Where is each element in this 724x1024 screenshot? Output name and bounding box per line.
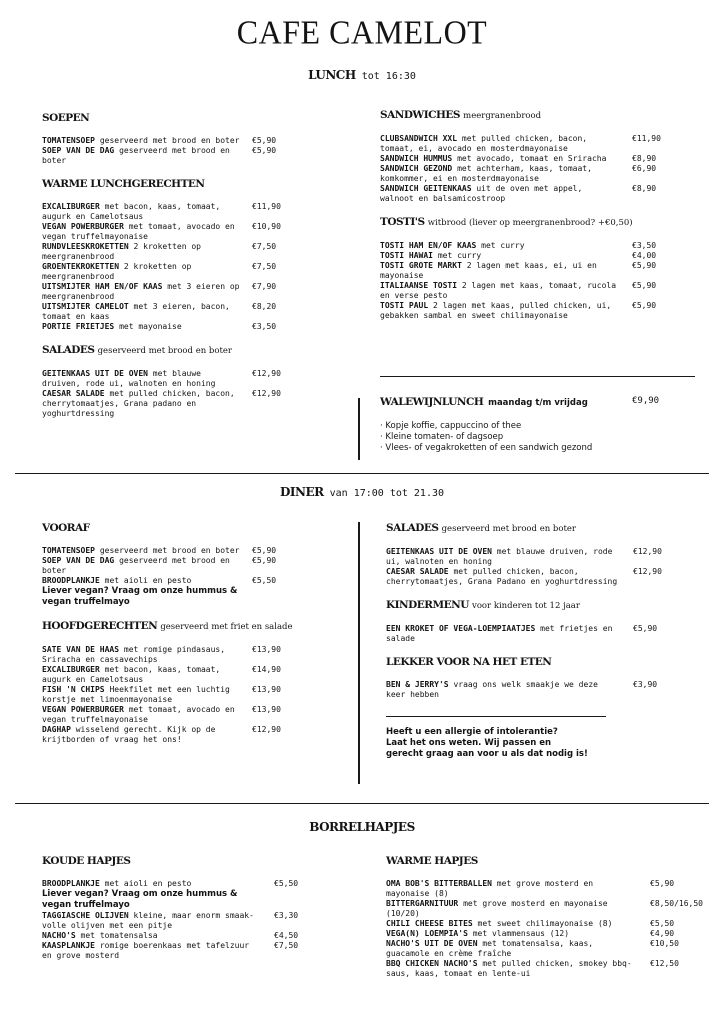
menu-item: BITTERGARNITUUR met grove mosterd en mayonaise (10/20) €8,50/16,50 — [386, 899, 703, 918]
diner-right-column — [386, 522, 691, 760]
lunch-heading — [0, 70, 724, 82]
divider — [380, 376, 695, 377]
walewijn-block — [380, 396, 690, 454]
divider — [386, 716, 606, 717]
menu-item: TOMATENSOEP geserveerd met brood en boter €5,90 — [42, 546, 277, 555]
menu-item: BBQ CHICKEN NACHO'S met pulled chicken, smokey bbq-saus, kaas, tomaat en lente-ui €12,50 — [386, 959, 679, 978]
section-title: VOORAF — [42, 522, 90, 534]
menu-item: CAESAR SALADE met pulled chicken, bacon, cherrytomaatjes, Grana Padano en yoghurtdressing €12,90 — [386, 567, 662, 586]
menu-item: CLUBSANDWICH XXL met pulled chicken, bacon, tomaat, ei, avocado en mosterdmayonaise €11,90 — [380, 134, 661, 153]
menu-item: VEGAN POWERBURGER met tomaat, avocado en vegan truffelmayonaise €13,90 — [42, 705, 281, 724]
walewijn-header: WALEWIJNLUNCH maandag t/m vrijdag €9,90 — [380, 396, 660, 408]
menu-item: RUNDVLEESKROKETTEN 2 kroketten op meergranenbrood €7,50 — [42, 242, 277, 261]
walewijn-line: · Kleine tomaten- of dagsoep — [380, 432, 504, 442]
menu-item: SOEP VAN DE DAG geserveerd met brood en boter €5,90 — [42, 146, 277, 165]
menu-item: TAGGIASCHE OLIJVEN kleine, maar enorm smaak-volle olijven met een pitje €3,30 — [42, 911, 299, 930]
warme-hapjes-column — [386, 855, 708, 979]
menu-item: PORTIE FRIETJES met mayonaise €3,50 — [42, 322, 277, 331]
menu-item: OMA BOB'S BITTERBALLEN met grove mosterd en mayonaise (8) €5,90 — [386, 879, 675, 898]
menu-item: SANDWICH GEITENKAAS uit de oven met appel, walnoot en balsamicostroop €8,90 — [380, 184, 657, 203]
page-title: CAFE CAMELOT — [236, 13, 488, 51]
menu-item: EXCALIBURGER met bacon, kaas, tomaat, augurk en Camelotsaus €14,90 — [42, 665, 281, 684]
lunch-left-column — [42, 112, 310, 419]
lunch-time: tot 16:30 — [361, 71, 416, 82]
menu-item: CAESAR SALADE met pulled chicken, bacon, cherrytomaatjes, Grana padano en yoghurtdressing €12,90 — [42, 389, 281, 418]
menu-item: GROENTEKROKETTEN 2 kroketten op meergranenbrood €7,50 — [42, 262, 277, 281]
menu-item: TOSTI PAUL 2 lagen met kaas, pulled chicken, ui, gebakken sambal en sweet chilimayonaise €5,90 — [380, 301, 657, 320]
menu-item: FISH 'N CHIPS Heekfilet met een luchtig korstje met limoenmayonaise €13,90 — [42, 685, 281, 704]
menu-item: NACHO'S met tomatensalsa €4,50 — [42, 931, 299, 940]
borrel-label: BORRELHAPJES — [309, 820, 415, 834]
koude-hapjes-column — [42, 855, 332, 961]
menu-item: NACHO'S UIT DE OVEN met tomatensalsa, kaas, guacamole en crème fraîche €10,50 — [386, 939, 679, 958]
allergy-note: Heeft u een allergie of intolerantie? — [386, 727, 558, 737]
divider — [15, 473, 709, 474]
menu-item: TOSTI HAM EN/OF KAAS met curry €3,50 — [380, 241, 657, 250]
menu-item: CHILI CHEESE BITES met sweet chilimayonaise (8) €5,50 — [386, 919, 675, 928]
section-title: WARME LUNCHGERECHTEN — [42, 178, 205, 190]
section-title: KOUDE HAPJES — [42, 855, 131, 867]
menu-item: DAGHAP wisselend gerecht. Kijk op de krijtborden of vraag het ons! €12,90 — [42, 725, 281, 744]
section-title: SOEPEN — [42, 112, 90, 124]
section-title: LEKKER VOOR NA HET ETEN — [386, 656, 552, 668]
menu-item: SATE VAN DE HAAS met romige pindasaus, Sriracha en cassavechips €13,90 — [42, 645, 281, 664]
menu-item: TOMATENSOEP geserveerd met brood en boter €5,90 — [42, 136, 277, 145]
walewijn-line: · Kopje koffie, cappuccino of thee — [380, 421, 522, 431]
section-title: SANDWICHES meergranenbrood — [380, 109, 542, 121]
section-title: TOSTI'S witbrood (liever op meergranenbrood? +€0,50) — [380, 216, 633, 228]
lunch-right-column — [380, 109, 690, 321]
vegan-note: Liever vegan? Vraag om onze hummus & vegan truffelmayo — [42, 586, 238, 607]
menu-item: TOSTI GROTE MARKT 2 lagen met kaas, ei, ui en mayonaise €5,90 — [380, 261, 657, 280]
allergy-note: Laat het ons weten. Wij passen en — [386, 738, 552, 748]
menu-item: TOSTI HAWAI met curry €4,00 — [380, 251, 657, 260]
menu-item: SOEP VAN DE DAG geserveerd met brood en boter €5,90 — [42, 556, 277, 575]
menu-item: ITALIAANSE TOSTI 2 lagen met kaas, tomaat, rucola en verse pesto €5,90 — [380, 281, 657, 300]
menu-item: BEN & JERRY'S vraag ons welk smaakje we deze keer hebben €3,90 — [386, 680, 658, 699]
lunch-label: LUNCH — [308, 68, 356, 82]
diner-heading — [0, 487, 724, 499]
menu-item: BROODPLANKJE met aioli en pesto €5,50 — [42, 576, 277, 585]
menu-item: VEGAN POWERBURGER met tomaat, avocado en vegan truffelmayonaise €10,90 — [42, 222, 281, 241]
menu-item: UITSMIJTER HAM EN/OF KAAS met 3 eieren op meergranenbrood €7,90 — [42, 282, 277, 301]
menu-item: KAASPLANKJE romige boerenkaas met tafelzuur en grove mosterd €7,50 — [42, 941, 299, 960]
section-title: WARME HAPJES — [386, 855, 478, 867]
vertical-divider — [358, 398, 360, 460]
section-title: SALADES geserveerd met brood en boter — [386, 522, 576, 534]
section-title: KINDERMENU voor kinderen tot 12 jaar — [386, 599, 580, 611]
menu-item: SANDWICH HUMMUS met avocado, tomaat en Sriracha €8,90 — [380, 154, 657, 163]
divider — [15, 803, 709, 804]
walewijn-line: · Vlees- of vegakroketten of een sandwich gezond — [380, 443, 593, 453]
vertical-divider — [358, 522, 360, 784]
allergy-note: gerecht graag aan voor u als dat nodig is! — [386, 749, 588, 759]
menu-item: EEN KROKET OF VEGA-LOEMPIAATJES met frietjes en salade €5,90 — [386, 624, 658, 643]
menu-item: GEITENKAAS UIT DE OVEN met blauwe druiven, rode ui, walnoten en honing €12,90 — [42, 369, 281, 388]
diner-left-column — [42, 522, 310, 745]
diner-label: DINER — [279, 485, 324, 499]
menu-item: EXCALIBURGER met bacon, kaas, tomaat, augurk en Camelotsaus €11,90 — [42, 202, 281, 221]
section-title: HOOFDGERECHTEN geserveerd met friet en salade — [42, 620, 293, 632]
menu-item: UITSMIJTER CAMELOT met 3 eieren, bacon, tomaat en kaas €8,20 — [42, 302, 277, 321]
section-title: SALADES geserveerd met brood en boter — [42, 344, 232, 356]
diner-time: van 17:00 tot 21.30 — [329, 488, 445, 499]
menu-item: GEITENKAAS UIT DE OVEN met blauwe druiven, rode ui, walnoten en honing €12,90 — [386, 547, 662, 566]
menu-item: SANDWICH GEZOND met achterham, kaas, tomaat, komkommer, ei en mosterdmayonaise €6,90 — [380, 164, 657, 183]
menu-item: BROODPLANKJE met aioli en pesto €5,50 — [42, 879, 299, 888]
borrel-heading — [0, 822, 724, 834]
menu-item: VEGA(N) LOEMPIA'S met vlammensaus (12) €4,90 — [386, 929, 675, 938]
vegan-note: Liever vegan? Vraag om onze hummus & vegan truffelmayo — [42, 889, 238, 910]
